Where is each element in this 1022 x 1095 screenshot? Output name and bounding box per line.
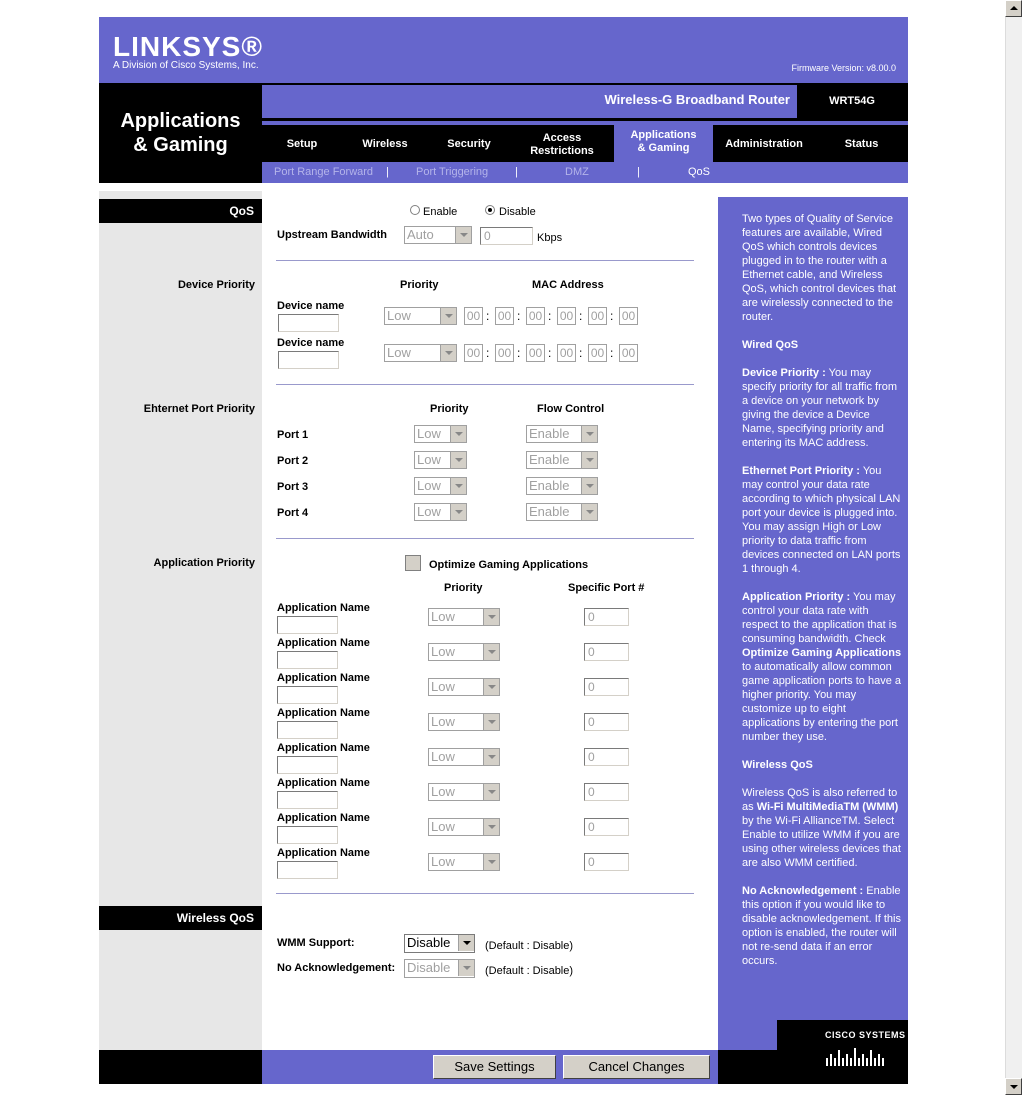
upstream-bandwidth-select[interactable]	[404, 226, 472, 244]
chevron-down-icon	[458, 935, 474, 951]
port-priority-value: Low	[417, 504, 441, 519]
mac-octet[interactable]: 00	[619, 307, 638, 325]
section-ethernet-port-priority: Ehternet Port Priority	[143, 403, 255, 415]
chevron-down-icon	[440, 308, 456, 324]
mac-octet[interactable]: 00	[619, 344, 638, 362]
app-name-input[interactable]	[277, 616, 338, 634]
qos-disable-label: Disable	[499, 206, 536, 218]
chevron-down-icon	[483, 679, 499, 695]
mac-octet[interactable]: 00	[588, 307, 607, 325]
chevron-down-icon	[450, 478, 466, 494]
chevron-down-icon	[483, 609, 499, 625]
upstream-bandwidth-input[interactable]: 0	[480, 227, 533, 245]
app-port-header: Specific Port #	[568, 582, 645, 594]
help-text	[742, 212, 902, 982]
app-name-label: Application Name	[277, 602, 370, 614]
divider	[276, 893, 694, 894]
chevron-down-icon	[455, 227, 471, 243]
port-flow-value: Enable	[529, 452, 570, 467]
subtab-separator: |	[515, 166, 518, 178]
mac-octet[interactable]: 00	[464, 307, 483, 325]
help-wireless-text2: by the Wi-Fi AllianceTM. Select Enable to utilize WMM if you are using other wireless devices that are also WMM certified.	[742, 815, 901, 869]
help-device-title: Device Priority :	[742, 367, 826, 379]
port-flow-select[interactable]	[526, 503, 598, 521]
help-device-text: You may specify priority for all traffic from a device on your network by giving the device a Device Name, specifying priority and entering its MAC address.	[742, 367, 898, 449]
tab-wireless[interactable]: Wireless	[362, 138, 408, 150]
mac-octet[interactable]: 00	[495, 307, 514, 325]
chevron-down-icon	[440, 345, 456, 361]
mac-colon: :	[610, 346, 614, 360]
chevron-down-icon	[581, 478, 597, 494]
app-port-input[interactable]: 0	[584, 818, 629, 836]
app-port-input[interactable]: 0	[584, 678, 629, 696]
app-priority-select[interactable]	[428, 748, 500, 766]
app-name-label: Application Name	[277, 847, 370, 859]
cisco-systems-logo: CISCO SYSTEMS	[825, 1030, 906, 1040]
port-flow-value: Enable	[529, 478, 570, 493]
app-priority-select[interactable]	[428, 853, 500, 871]
mac-colon: :	[579, 346, 583, 360]
chevron-down-icon	[483, 714, 499, 730]
app-priority-value: Low	[431, 714, 455, 729]
app-priority-header: Priority	[444, 582, 483, 594]
subtab-separator: |	[386, 166, 389, 178]
app-priority-select[interactable]	[428, 818, 500, 836]
port-priority-select[interactable]	[414, 425, 467, 443]
ethernet-flow-header: Flow Control	[537, 403, 605, 415]
app-name-input[interactable]	[277, 651, 338, 669]
app-name-label: Application Name	[277, 742, 370, 754]
subtab-qos[interactable]: QoS	[688, 166, 711, 178]
mac-colon: :	[548, 346, 552, 360]
mac-octet[interactable]: 00	[557, 307, 576, 325]
app-priority-value: Low	[431, 749, 455, 764]
help-wireless-text1: Wireless QoS is also referred to as	[742, 787, 898, 813]
port-priority-value: Low	[417, 452, 441, 467]
no-ack-value: Disable	[407, 960, 451, 975]
mac-octet[interactable]: 00	[588, 344, 607, 362]
help-intro: Two types of Quality of Service features are available, Wired QoS which controls devices plugged in to the router with a Ethernet cable, and Wireless QoS, which control devices that are wirelessly connected to the router.	[742, 213, 897, 323]
port-priority-value: Low	[417, 426, 441, 441]
device-priority-value: Low	[387, 308, 411, 323]
scroll-down-button[interactable]	[1005, 1078, 1022, 1095]
chevron-down-icon	[581, 452, 597, 468]
chevron-down-icon	[581, 426, 597, 442]
upstream-bandwidth-label: Upstream Bandwidth	[277, 229, 388, 241]
subtab-port-triggering[interactable]: Port Triggering	[416, 166, 489, 178]
port-label: Port 3	[277, 481, 309, 493]
port-label: Port 4	[277, 507, 309, 519]
cancel-changes-button[interactable]: Cancel Changes	[563, 1055, 710, 1079]
app-priority-value: Low	[431, 854, 455, 869]
help-noack-text: Enable this option if you would like to disable acknowledgement. If this option is enabled, the router will not re-send data if an error occurs.	[742, 885, 901, 967]
help-wired-title: Wired QoS	[742, 339, 799, 351]
device-name-label: Device name	[277, 300, 345, 312]
app-name-input[interactable]	[277, 826, 338, 844]
tab-access-line1: Access	[542, 131, 582, 144]
wmm-default-note: (Default : Disable)	[485, 940, 574, 952]
app-port-input[interactable]: 0	[584, 713, 629, 731]
chevron-down-icon	[581, 504, 597, 520]
app-name-input[interactable]	[277, 791, 338, 809]
logo-subtitle: A Division of Cisco Systems, Inc.	[113, 60, 259, 71]
wmm-support-select[interactable]	[404, 934, 475, 953]
tab-access-restrictions[interactable]	[513, 127, 611, 162]
device-name-input[interactable]	[278, 351, 339, 369]
app-name-label: Application Name	[277, 637, 370, 649]
chevron-down-icon	[458, 960, 474, 976]
app-priority-select[interactable]	[428, 608, 500, 626]
port-priority-value: Low	[417, 478, 441, 493]
mac-octet[interactable]: 00	[557, 344, 576, 362]
app-priority-select[interactable]	[428, 713, 500, 731]
qos-enable-radio[interactable]	[410, 205, 420, 215]
port-flow-select[interactable]	[526, 425, 598, 443]
section-qos: QoS	[99, 199, 262, 223]
help-wireless-title: Wireless QoS	[742, 759, 813, 771]
port-priority-select[interactable]	[414, 451, 467, 469]
qos-enable-label: Enable	[423, 206, 458, 218]
help-app-text2: to automatically allow common game application ports to have a higher priority. You may customize up to eight applications by entering the port number they use.	[742, 661, 901, 743]
tab-administration[interactable]: Administration	[725, 138, 803, 150]
chevron-down-icon	[450, 504, 466, 520]
port-priority-select[interactable]	[414, 503, 467, 521]
brand-header	[99, 17, 908, 83]
port-flow-value: Enable	[529, 426, 570, 441]
kbps-unit: Kbps	[537, 232, 563, 244]
section-title-line1: Applications	[120, 110, 241, 132]
scroll-up-button[interactable]	[1005, 0, 1022, 17]
tab-security[interactable]: Security	[447, 138, 491, 150]
port-label: Port 1	[277, 429, 309, 441]
section-application-priority: Application Priority	[153, 557, 255, 569]
help-app-bold: Optimize Gaming Applications	[742, 647, 902, 659]
app-name-label: Application Name	[277, 777, 370, 789]
nav-stripe	[262, 121, 908, 125]
vertical-scrollbar[interactable]	[1005, 0, 1022, 1095]
device-name-input[interactable]	[278, 314, 339, 332]
divider	[276, 384, 694, 385]
wmm-support-value: Disable	[407, 935, 451, 950]
app-name-label: Application Name	[277, 812, 370, 824]
help-app-text1: You may control your data rate with respect to the application that is consuming bandwidth. Check	[742, 591, 897, 645]
linksys-logo: LINKSYS®	[113, 31, 263, 62]
mac-colon: :	[517, 346, 521, 360]
port-flow-select[interactable]	[526, 451, 598, 469]
no-ack-label: No Acknowledgement:	[277, 962, 396, 974]
mac-colon: :	[548, 309, 552, 323]
app-priority-value: Low	[431, 609, 455, 624]
app-port-input[interactable]: 0	[584, 643, 629, 661]
app-port-input[interactable]: 0	[584, 783, 629, 801]
cisco-bars-icon	[825, 1046, 889, 1068]
mac-colon: :	[486, 309, 490, 323]
mac-octet[interactable]: 00	[464, 344, 483, 362]
divider	[276, 260, 694, 261]
app-name-input[interactable]	[277, 721, 338, 739]
section-wireless-qos: Wireless QoS	[99, 906, 262, 930]
ethernet-priority-header: Priority	[430, 403, 469, 415]
chevron-down-icon	[483, 784, 499, 800]
app-priority-value: Low	[431, 784, 455, 799]
tab-status[interactable]: Status	[844, 138, 879, 150]
app-name-input[interactable]	[277, 686, 338, 704]
help-app-title: Application Priority :	[742, 591, 851, 603]
tab-apps-line2: & Gaming	[637, 141, 690, 154]
app-port-input[interactable]: 0	[584, 748, 629, 766]
subtab-separator: |	[637, 166, 640, 178]
chevron-down-icon	[483, 819, 499, 835]
app-port-input[interactable]: 0	[584, 608, 629, 626]
port-flow-value: Enable	[529, 504, 570, 519]
mac-octet[interactable]: 00	[526, 307, 545, 325]
save-settings-button[interactable]: Save Settings	[433, 1055, 556, 1079]
app-name-label: Application Name	[277, 707, 370, 719]
tab-applications-gaming[interactable]	[614, 121, 713, 162]
chevron-down-icon	[483, 644, 499, 660]
app-priority-select[interactable]	[428, 643, 500, 661]
tab-apps-line1: Applications	[630, 128, 697, 141]
port-priority-select[interactable]	[414, 477, 467, 495]
device-priority-value: Low	[387, 345, 411, 360]
port-flow-select[interactable]	[526, 477, 598, 495]
firmware-version: Firmware Version: v8.00.0	[791, 63, 896, 73]
app-priority-select[interactable]	[428, 678, 500, 696]
optimize-gaming-checkbox[interactable]	[405, 555, 421, 571]
wmm-support-label: WMM Support:	[277, 937, 355, 949]
section-title-line2: & Gaming	[133, 134, 228, 156]
chevron-down-icon	[450, 452, 466, 468]
app-priority-value: Low	[431, 819, 455, 834]
tab-setup[interactable]: Setup	[286, 138, 318, 150]
mac-colon: :	[517, 309, 521, 323]
chevron-down-icon	[483, 749, 499, 765]
help-ethernet-text: You may control your data rate according to which physical LAN port your device is plugged into. You may assign High or Low priority to data traffic from devices connected on LAN ports 1 through 4.	[742, 465, 901, 575]
app-priority-select[interactable]	[428, 783, 500, 801]
no-ack-select[interactable]	[404, 959, 475, 978]
device-priority-header: Priority	[400, 279, 439, 291]
app-port-input[interactable]: 0	[584, 853, 629, 871]
mac-colon: :	[579, 309, 583, 323]
chevron-down-icon	[450, 426, 466, 442]
device-name-label: Device name	[277, 337, 345, 349]
product-model: WRT54G	[829, 95, 875, 107]
chevron-down-icon	[483, 854, 499, 870]
app-name-input[interactable]	[277, 756, 338, 774]
help-wireless-bold: Wi-Fi MultiMediaTM (WMM)	[756, 801, 899, 813]
device-priority-select[interactable]	[384, 344, 457, 362]
help-ethernet-title: Ethernet Port Priority :	[742, 465, 860, 477]
section-title	[99, 83, 262, 183]
mac-octet[interactable]: 00	[526, 344, 545, 362]
subtab-dmz[interactable]: DMZ	[565, 166, 589, 178]
mac-colon: :	[610, 309, 614, 323]
mac-colon: :	[486, 346, 490, 360]
device-priority-select[interactable]	[384, 307, 457, 325]
help-noack-title: No Acknowledgement :	[742, 885, 864, 897]
app-name-label: Application Name	[277, 672, 370, 684]
device-mac-header: MAC Address	[532, 279, 604, 291]
app-priority-value: Low	[431, 644, 455, 659]
section-device-priority: Device Priority	[177, 279, 255, 291]
tab-access-line2: Restrictions	[530, 144, 594, 157]
subtab-port-range-forward[interactable]: Port Range Forward	[274, 166, 374, 178]
app-name-input[interactable]	[277, 861, 338, 879]
mac-octet[interactable]: 00	[495, 344, 514, 362]
qos-disable-radio[interactable]	[485, 205, 495, 215]
app-priority-value: Low	[431, 679, 455, 694]
product-name: Wireless-G Broadband Router	[604, 92, 790, 107]
upstream-select-value: Auto	[407, 227, 434, 242]
divider	[276, 538, 694, 539]
optimize-gaming-label: Optimize Gaming Applications	[429, 559, 589, 571]
port-label: Port 2	[277, 455, 309, 467]
no-ack-default-note: (Default : Disable)	[485, 965, 574, 977]
